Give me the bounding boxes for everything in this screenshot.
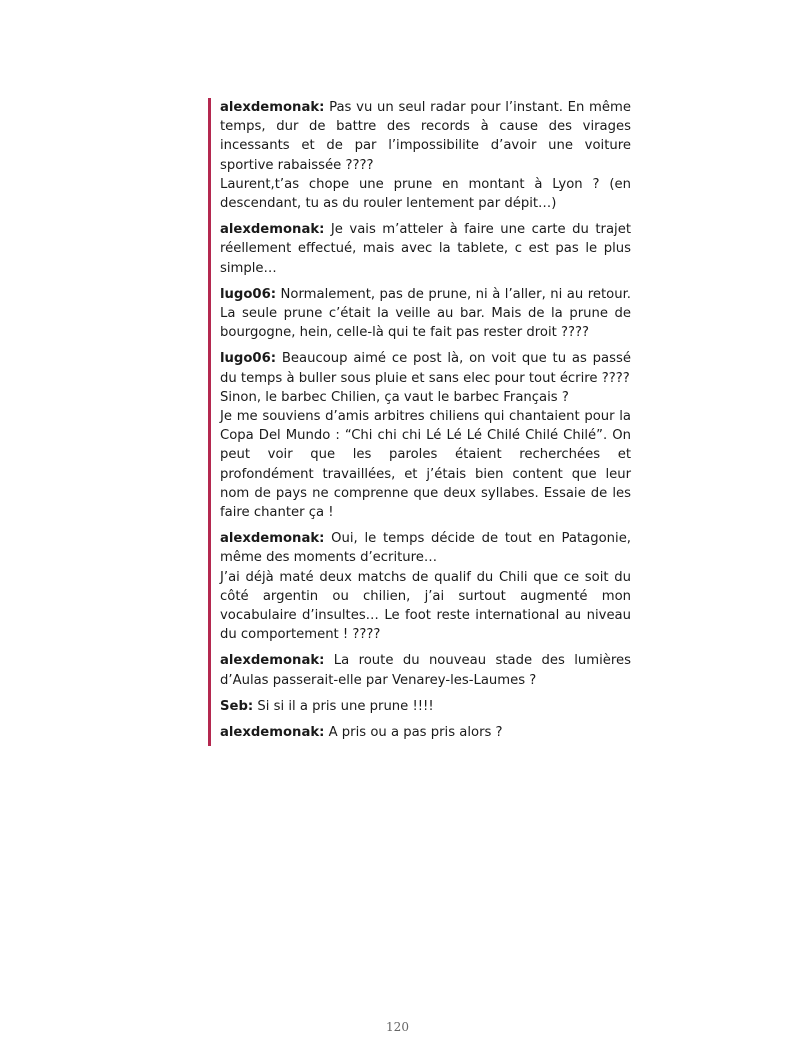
comment (220, 220, 631, 278)
comment-text: Pas vu un seul radar pour l’instant. En même temps, dur de battre des records à cause des virages incessants et de par l’impossibilite d’avoir une voiture sportive rabaissée ???? (220, 100, 631, 173)
comment (220, 285, 631, 343)
comment-text: Oui, le temps décide de tout en Patagonie, même des moments d’ecriture… (220, 531, 631, 566)
comment-paragraph (220, 349, 631, 387)
comment-text: Beaucoup aimé ce post là, on voit que tu as passé du temps à buller sous pluie et sans elec pour tout écrire ???? (220, 351, 631, 386)
page-number: 120 (386, 1020, 409, 1034)
comment-paragraph (220, 220, 631, 278)
comment-paragraph: Laurent,t’as chope une prune en montant à Lyon ? (en descendant, tu as du rouler lentement par dépit…) (220, 176, 631, 212)
comment-author: lugo06: (220, 351, 277, 367)
comment-author: alexdemonak: (220, 653, 325, 669)
comment-paragraph: Je me souviens d’amis arbitres chiliens qui chantaient pour la Copa Del Mundo : “Chi chi chi Lé Lé Lé Chilé Chilé Chilé”. On peut voir que les paroles étaient recherchées et profondément travaillées, et j’étais bien content que leur nom de pays ne comprenne que deux syllabes. Essaie de les faire chanter ça ! (220, 409, 631, 521)
comment (220, 723, 631, 742)
comment (220, 349, 631, 522)
comment-text: Si si il a pris une prune !!!! (257, 698, 434, 714)
comment-paragraph (220, 285, 631, 343)
comment-text: La route du nouveau stade des lumières d’Aulas passerait-elle par Venarey-les-Laumes ? (220, 653, 631, 688)
comment-text: Normalement, pas de prune, ni à l’aller, ni au retour. La seule prune c’était la veille au bar. Mais de la prune de bourgogne, hein, celle-là qui te fait pas rester droit ???? (220, 286, 631, 341)
comment-paragraph (220, 98, 631, 175)
comment-author: alexdemonak: (220, 100, 325, 115)
comment-paragraph (220, 697, 631, 716)
comment (220, 529, 631, 644)
comment (220, 651, 631, 689)
comment-paragraph (220, 723, 631, 742)
comment-paragraph (220, 651, 631, 689)
comment-author: Seb: (220, 698, 254, 714)
comment (220, 98, 631, 213)
comment-text: Je vais m’atteler à faire une carte du trajet réellement effectué, mais avec la tablete, c est pas le plus simple… (220, 222, 631, 276)
comment (220, 697, 631, 716)
comment-text: A pris ou a pas pris alors ? (328, 725, 503, 741)
comment-author: alexdemonak: (220, 531, 325, 547)
comment-author: alexdemonak: (220, 725, 325, 741)
comment-author: alexdemonak: (220, 222, 325, 238)
comment-paragraph (220, 529, 631, 567)
comments-thread (208, 98, 631, 746)
comment-paragraph: Sinon, le barbec Chilien, ça vaut le barbec Français ? (220, 389, 569, 405)
comment-author: lugo06: (220, 286, 277, 302)
comment-paragraph: J’ai déjà maté deux matchs de qualif du Chili que ce soit du côté argentin ou chilien, j’ai surtout augmenté mon vocabulaire d’insultes… Le foot reste international au niveau du comportement ! ???? (220, 569, 631, 643)
